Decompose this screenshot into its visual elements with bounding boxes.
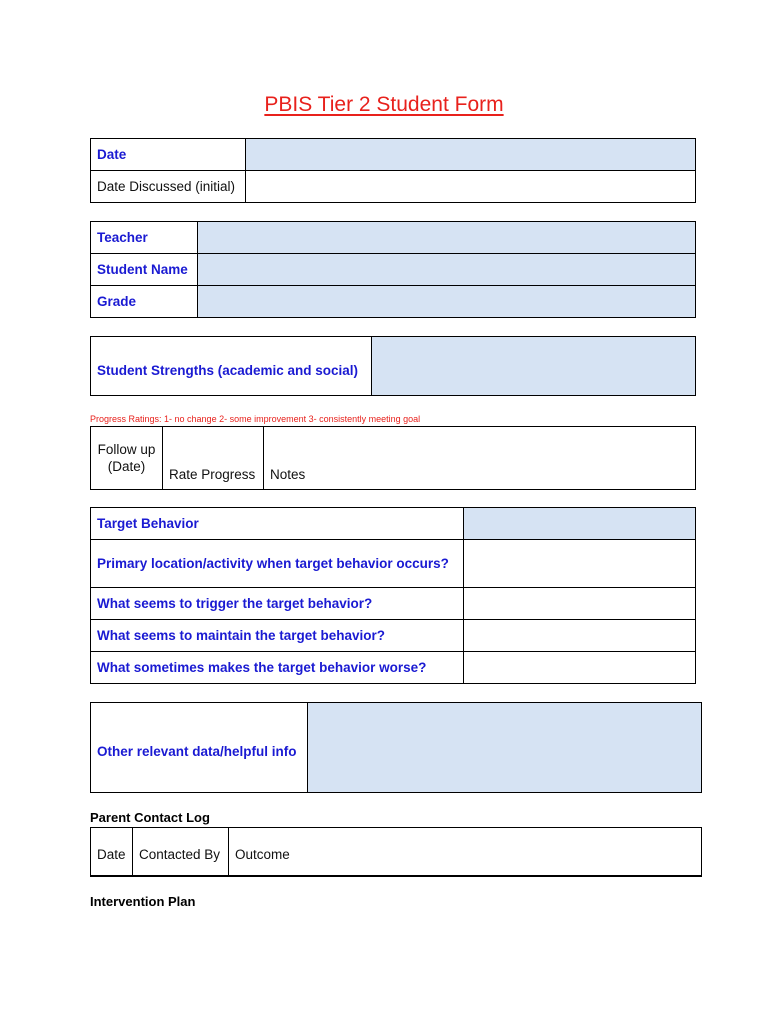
progress-table <box>90 426 696 490</box>
strengths-label: Student Strengths (academic and social) <box>91 337 372 396</box>
parent-contact-log-table <box>90 827 702 877</box>
date-label: Date <box>91 139 246 171</box>
followup-date-header: Follow up (Date) <box>91 427 163 490</box>
outcome-header: Outcome <box>229 828 702 876</box>
contacted-by-header: Contacted By <box>133 828 229 876</box>
intervention-plan-heading: Intervention Plan <box>90 894 196 909</box>
date-table <box>90 138 696 203</box>
primary-location-label: Primary location/activity when target behavior occurs? <box>91 540 464 588</box>
worse-label: What sometimes makes the target behavior worse? <box>91 652 464 684</box>
parent-contact-log-heading: Parent Contact Log <box>90 810 210 825</box>
date-discussed-field[interactable] <box>246 171 696 203</box>
notes-header: Notes <box>264 427 696 490</box>
teacher-label: Teacher <box>91 222 198 254</box>
maintain-field[interactable] <box>464 620 696 652</box>
progress-ratings-note: Progress Ratings: 1- no change 2- some improvement 3- consistently meeting goal <box>90 414 421 424</box>
page-title: PBIS Tier 2 Student Form <box>264 93 504 116</box>
target-behavior-field[interactable] <box>464 508 696 540</box>
grade-label: Grade <box>91 286 198 318</box>
other-data-label: Other relevant data/helpful info <box>91 703 308 793</box>
target-behavior-label: Target Behavior <box>91 508 464 540</box>
student-info-table <box>90 221 696 318</box>
behavior-table <box>90 507 696 684</box>
worse-field[interactable] <box>464 652 696 684</box>
date-discussed-label: Date Discussed (initial) <box>91 171 246 203</box>
contact-date-header: Date <box>91 828 133 876</box>
grade-field[interactable] <box>198 286 696 318</box>
primary-location-field[interactable] <box>464 540 696 588</box>
student-name-label: Student Name <box>91 254 198 286</box>
rate-progress-header: Rate Progress <box>163 427 264 490</box>
teacher-field[interactable] <box>198 222 696 254</box>
date-field[interactable] <box>246 139 696 171</box>
trigger-label: What seems to trigger the target behavior? <box>91 588 464 620</box>
strengths-field[interactable] <box>372 337 696 396</box>
other-data-table <box>90 702 702 793</box>
trigger-field[interactable] <box>464 588 696 620</box>
maintain-label: What seems to maintain the target behavior? <box>91 620 464 652</box>
student-name-field[interactable] <box>198 254 696 286</box>
other-data-field[interactable] <box>308 703 702 793</box>
strengths-table <box>90 336 696 396</box>
